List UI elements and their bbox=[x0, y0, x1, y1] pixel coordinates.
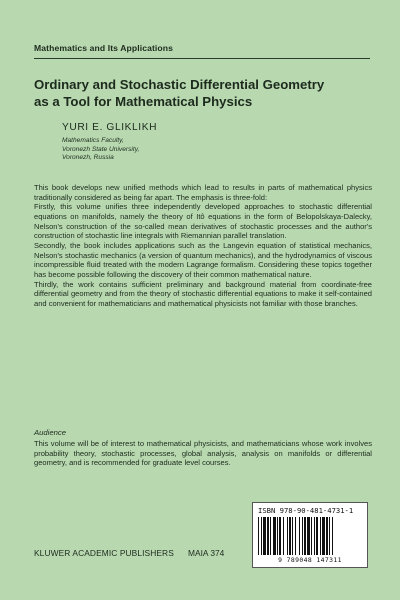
description-first: Firstly, this volume unifies three independently developed approaches to stochastic differential equations on manifolds, namely the theory of Itô equations in the form of Belopolskaya-Dalecky, Nelson's construction of the so-called mean derivatives of stochastic processes and the author's construction of stochastic line integrals with Riemannian parallel translation. bbox=[34, 202, 372, 241]
description-second: Secondly, the book includes applications such as the Langevin equation of statistical mechanics, Nelson's stochastic mechanics (a version of quantum mechanics), and the hydrodynamics of viscous incompressible fluid treated with the modern Lagrange formalism. Considering these topics together has become possible following the discovery of their common mathematical nature. bbox=[34, 240, 372, 279]
audience-text: This volume will be of interest to mathematical physicists, and mathematicians whose work involves probability theory, stochastic processes, global analysis, analysis on manifolds or differential geometry, and is recommended for graduate level courses. bbox=[34, 439, 372, 468]
barcode-bar bbox=[289, 517, 291, 555]
series-number: MAIA 374 bbox=[188, 548, 225, 558]
barcode-bar bbox=[270, 517, 271, 555]
description-intro: This book develops new unified methods which lead to results in parts of mathematical physics traditionally considered as being far apart. The emphasis is three-fold: bbox=[34, 183, 372, 202]
series-name: Mathematics and Its Applications bbox=[34, 43, 173, 53]
author-affiliation bbox=[62, 137, 139, 163]
barcode-bar bbox=[258, 517, 259, 555]
barcode-bar bbox=[316, 517, 318, 555]
barcode-bar bbox=[302, 517, 303, 555]
title-line-2: as a Tool for Mathematical Physics bbox=[34, 93, 253, 109]
barcode-bar bbox=[311, 517, 312, 555]
barcode-digits: 9 789048 147311 bbox=[278, 556, 342, 564]
affiliation-line-1: Mathematics Faculty, bbox=[62, 137, 124, 144]
barcode-bar bbox=[287, 517, 288, 555]
barcode-bar bbox=[320, 517, 321, 555]
barcode-bar bbox=[299, 517, 300, 555]
barcode-bar bbox=[314, 517, 315, 555]
affiliation-line-2: Voronezh State University, bbox=[62, 145, 140, 153]
barcode-bar bbox=[267, 517, 269, 555]
barcode-bar bbox=[322, 517, 325, 555]
barcode-bar bbox=[326, 517, 328, 555]
top-divider bbox=[34, 58, 370, 59]
barcode-bar bbox=[279, 517, 281, 555]
barcode-bar bbox=[283, 517, 284, 555]
affiliation-line-3: Voronezh, Russia bbox=[62, 154, 114, 162]
barcode-icon bbox=[258, 517, 362, 555]
title-line-1: Ordinary and Stochastic Differential Geometry bbox=[34, 77, 325, 92]
publisher-name: KLUWER ACADEMIC PUBLISHERS bbox=[34, 548, 174, 558]
author-name: YURI E. GLIKLIKH bbox=[62, 122, 158, 133]
barcode-bar bbox=[295, 517, 296, 555]
barcode-bar bbox=[332, 517, 333, 555]
barcode-bar bbox=[292, 517, 293, 555]
book-title bbox=[34, 77, 374, 110]
barcode-bar bbox=[304, 517, 306, 555]
description-third: Thirdly, the work contains sufficient preliminary and background material from coordinate-free differential geometry and from the theory of stochastic differential equations to make it self-contained and convenient for mathematicians and mathematical physicists not familiar with those branches. bbox=[34, 279, 372, 308]
audience-heading: Audience bbox=[34, 428, 67, 437]
barcode-bar bbox=[263, 517, 266, 555]
barcode-bar bbox=[307, 517, 310, 555]
barcode-bar bbox=[329, 517, 330, 555]
barcode-bar bbox=[261, 517, 262, 555]
book-description bbox=[34, 183, 372, 309]
isbn-label: ISBN 978-90-481-4731-1 bbox=[258, 506, 354, 515]
barcode-bar bbox=[277, 517, 278, 555]
barcode-bar bbox=[273, 517, 276, 555]
